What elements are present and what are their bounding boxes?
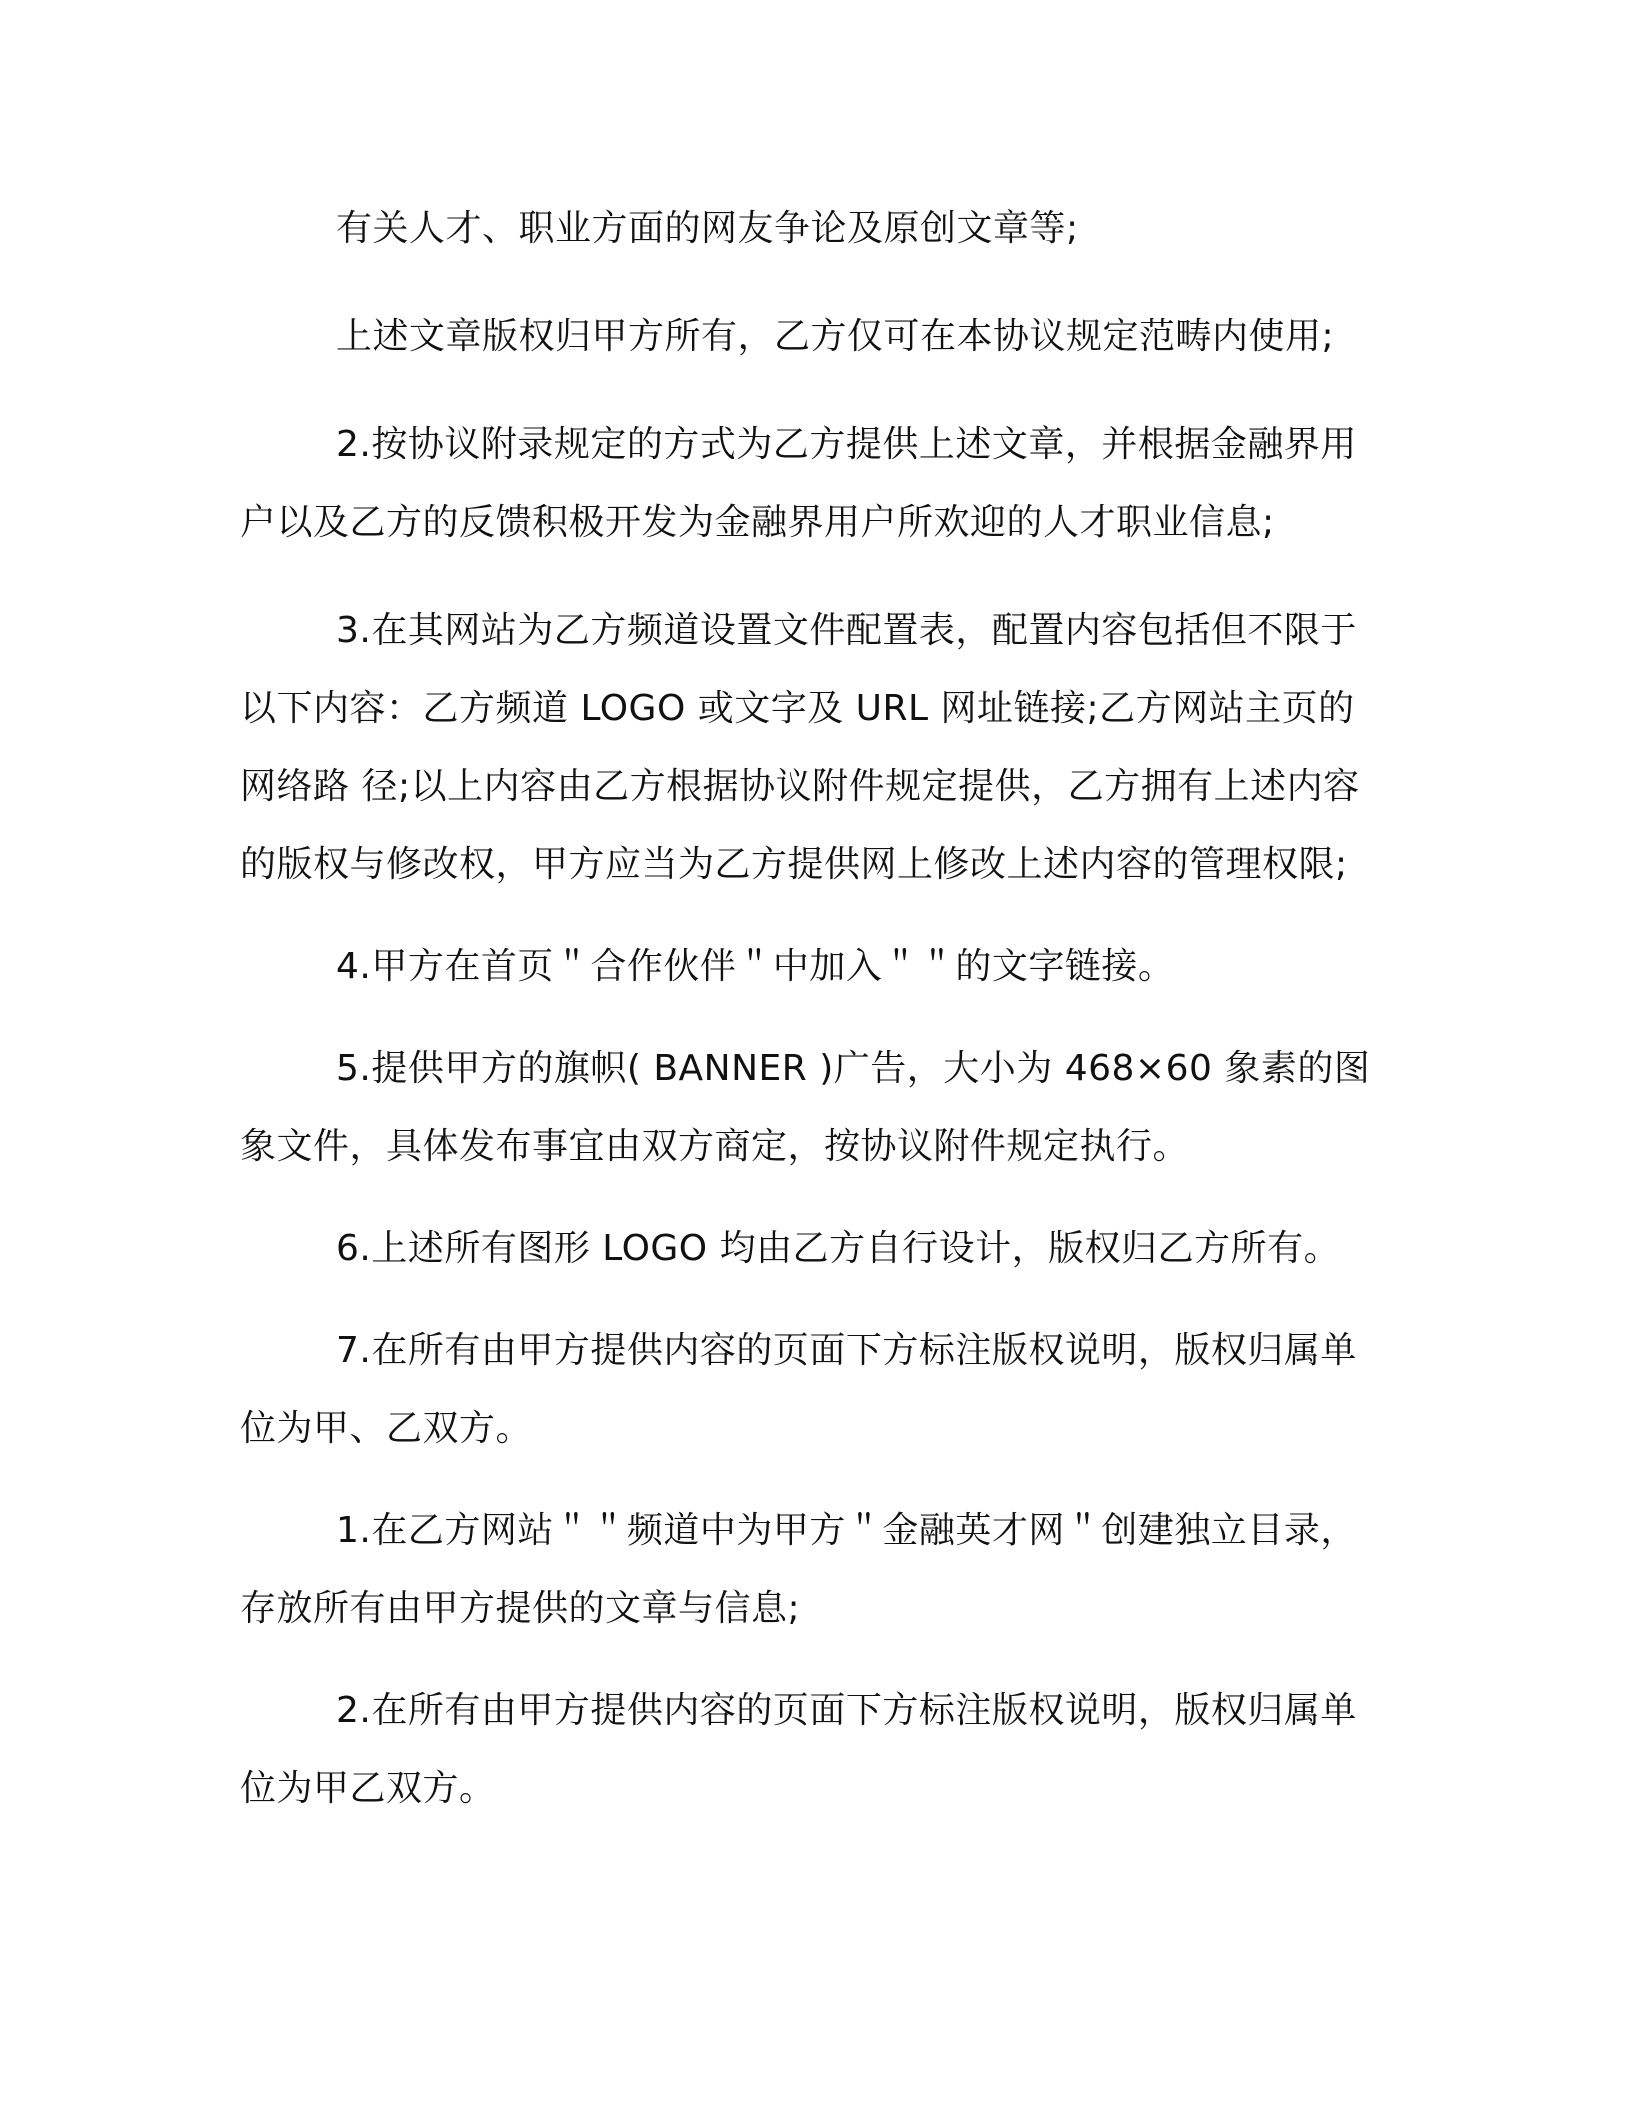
paragraph-7: 6.上述所有图形 LOGO 均由乙方自行设计，版权归乙方所有。 [336,1228,1341,1269]
paragraph-3: 2.按协议附录规定的方式为乙方提供上述文章，并根据金融界用户以及乙方的反馈积极开发为金融界用户所欢迎的人才职业信息; [240,424,1357,543]
paragraph-6: 5.提供甲方的旗帜( BANNER )广告，大小为 468×60 象素的图象文件，具体发布事宜由双方商定，按协议附件规定执行。 [240,1048,1371,1167]
paragraph-1: 有关人才、职业方面的网友争论及原创文章等; [336,208,1079,249]
paragraph-2: 上述文章版权归甲方所有，乙方仅可在本协议规定范畴内使用; [336,316,1335,357]
paragraph-4: 3.在其网站为乙方频道设置文件配置表，配置内容包括但不限于以下内容：乙方频道 LOGO 或文字及 URL 网址链接;乙方网站主页的网络路 径;以上内容由乙方根据协议附件规定提供，乙方拥有上述内容的版权与修改权，甲方应当为乙方提供网上修改上述内容的管理权限; [240,610,1360,885]
document-page [240,190,1372,1828]
paragraph-8: 7.在所有由甲方提供内容的页面下方标注版权说明，版权归属单位为甲、乙双方。 [240,1330,1357,1449]
paragraph-10: 2.在所有由甲方提供内容的页面下方标注版权说明，版权归属单位为甲乙双方。 [240,1690,1357,1809]
paragraph-5: 4.甲方在首页＂合作伙伴＂中加入＂＂的文字链接。 [336,946,1175,987]
paragraph-9: 1.在乙方网站＂＂频道中为甲方＂金融英才网＂创建独立目录，存放所有由甲方提供的文章与信息; [240,1510,1357,1629]
